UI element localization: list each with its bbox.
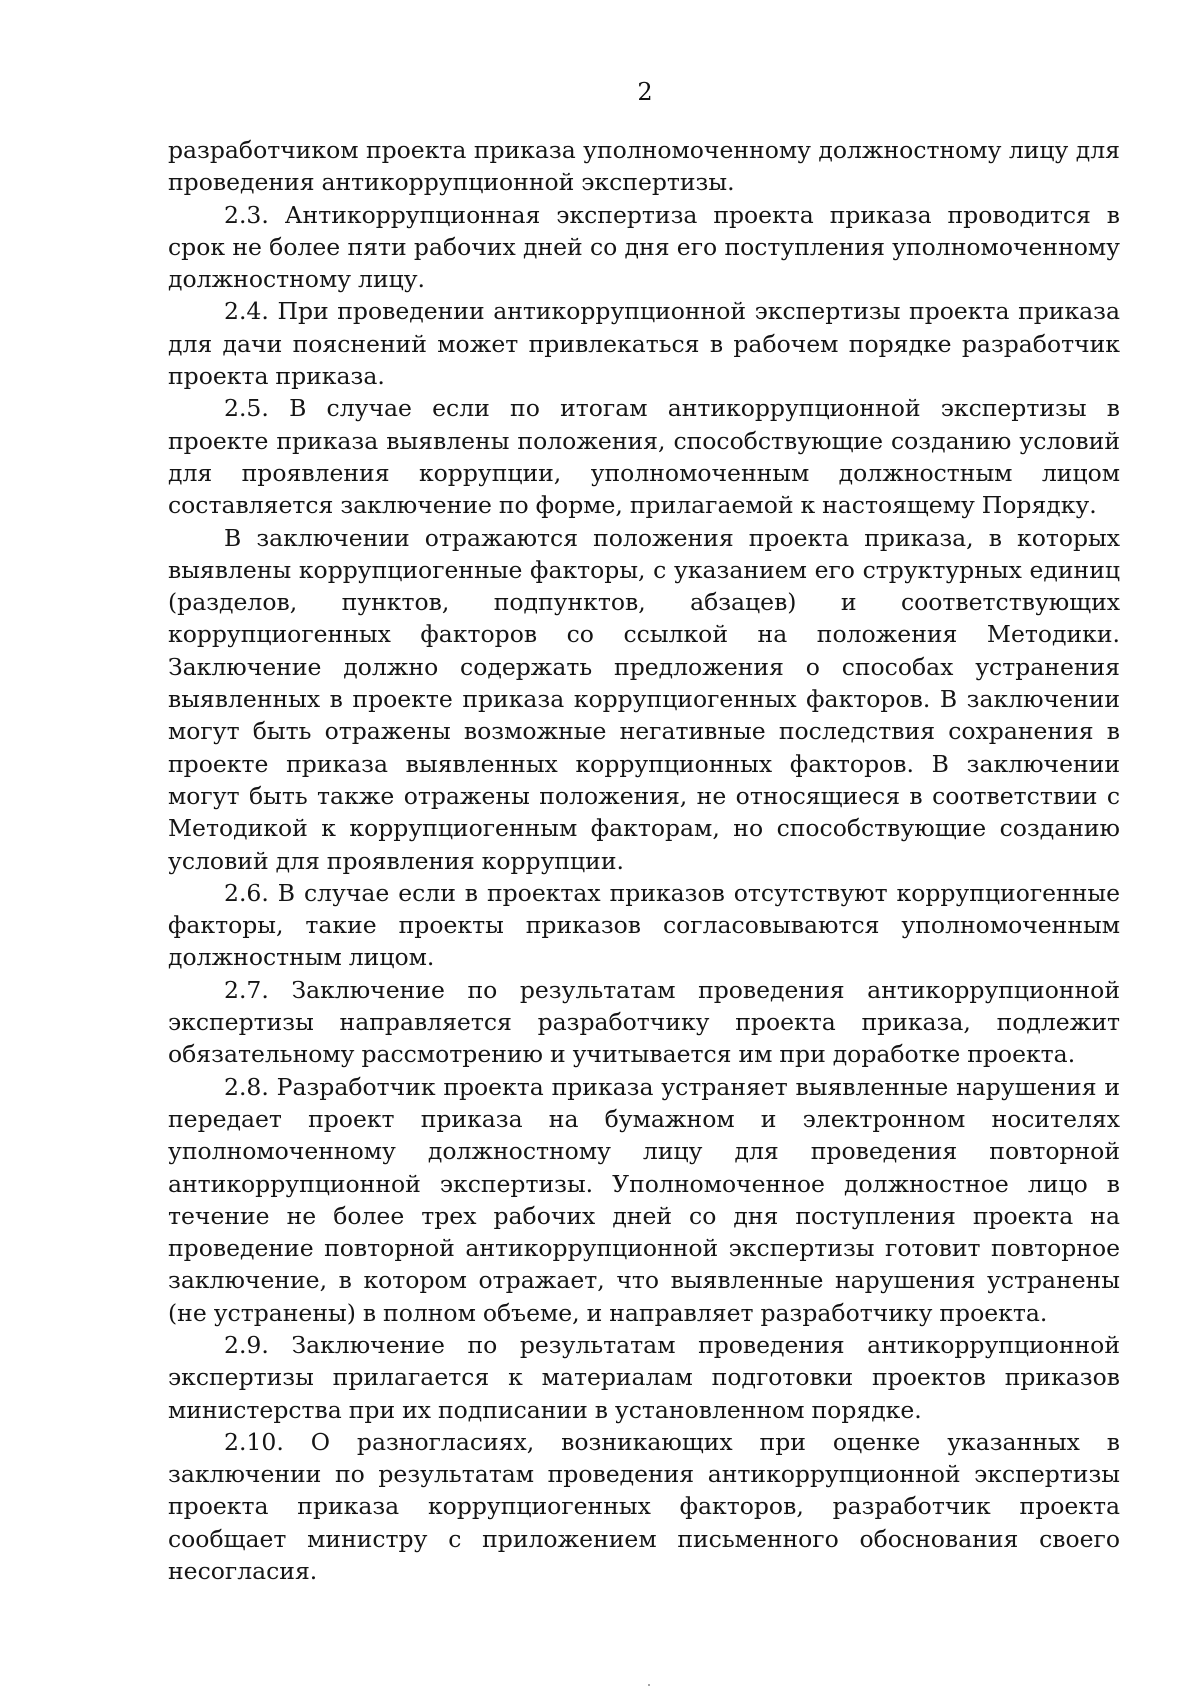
- paragraph-2-9: 2.9. Заключение по результатам проведения антикоррупционной экспертизы прилагается к материалам подготовки проектов приказов министерства при их подписании в установленном порядке.: [168, 1330, 1120, 1424]
- scan-speck: [648, 1684, 650, 1686]
- paragraph-2-5-conclusion: В заключении отражаются положения проекта приказа, в которых выявлены коррупциогенные факторы, с указанием его структурных единиц (разделов, пунктов, подпунктов, абзацев) и соответствующих коррупциогенных факторов со ссылкой на положения Методики. Заключение должно содержать предложения о способах устранения выявленных в проекте приказа коррупциогенных факторов. В заключении могут быть отражены возможные негативные последствия сохранения в проекте приказа выявленных коррупционных факторов. В заключении могут быть также отражены положения, не относящиеся в соответствии с Методикой к коррупциогенным факторам, но способствующие созданию условий для проявления коррупции.: [168, 523, 1120, 875]
- paragraph-2-3: 2.3. Антикоррупционная экспертиза проекта приказа проводится в срок не более пяти рабочих дней со дня его поступления уполномоченному должностному лицу.: [168, 200, 1120, 294]
- paragraph-2-6: 2.6. В случае если в проектах приказов отсутствуют коррупциогенные факторы, такие проекты приказов согласовываются уполномоченным должностным лицом.: [168, 878, 1120, 972]
- page-number: 2: [637, 78, 653, 106]
- paragraph-2-7: 2.7. Заключение по результатам проведения антикоррупционной экспертизы направляется разработчику проекта приказа, подлежит обязательному рассмотрению и учитывается им при доработке проекта.: [168, 975, 1120, 1069]
- document-body: [168, 134, 1120, 1587]
- paragraph-2-10: 2.10. О разногласиях, возникающих при оценке указанных в заключении по результатам проведения антикоррупционной экспертизы проекта приказа коррупциогенных факторов, разработчик проекта сообщает министру с приложением письменного обоснования своего несогласия.: [168, 1427, 1120, 1586]
- paragraph-continuation: разработчиком проекта приказа уполномоченному должностному лицу для проведения антикоррупционной экспертизы.: [168, 136, 1120, 197]
- paragraph-2-4: 2.4. При проведении антикоррупционной экспертизы проекта приказа для дачи пояснений может привлекаться в рабочем порядке разработчик проекта приказа.: [168, 297, 1120, 391]
- paragraph-2-5: 2.5. В случае если по итогам антикоррупционной экспертизы в проекте приказа выявлены положения, способствующие созданию условий для проявления коррупции, уполномоченным должностным лицом составляется заключение по форме, прилагаемой к настоящему Порядку.: [168, 394, 1120, 520]
- paragraph-2-8: 2.8. Разработчик проекта приказа устраняет выявленные нарушения и передает проект приказа на бумажном и электронном носителях уполномоченному должностному лицу для проведения повторной антикоррупционной экспертизы. Уполномоченное должностное лицо в течение не более трех рабочих дней со дня поступления проекта на проведение повторной антикоррупционной экспертизы готовит повторное заключение, в котором отражает, что выявленные нарушения устранены (не устранены) в полном объеме, и направляет разработчику проекта.: [168, 1072, 1120, 1327]
